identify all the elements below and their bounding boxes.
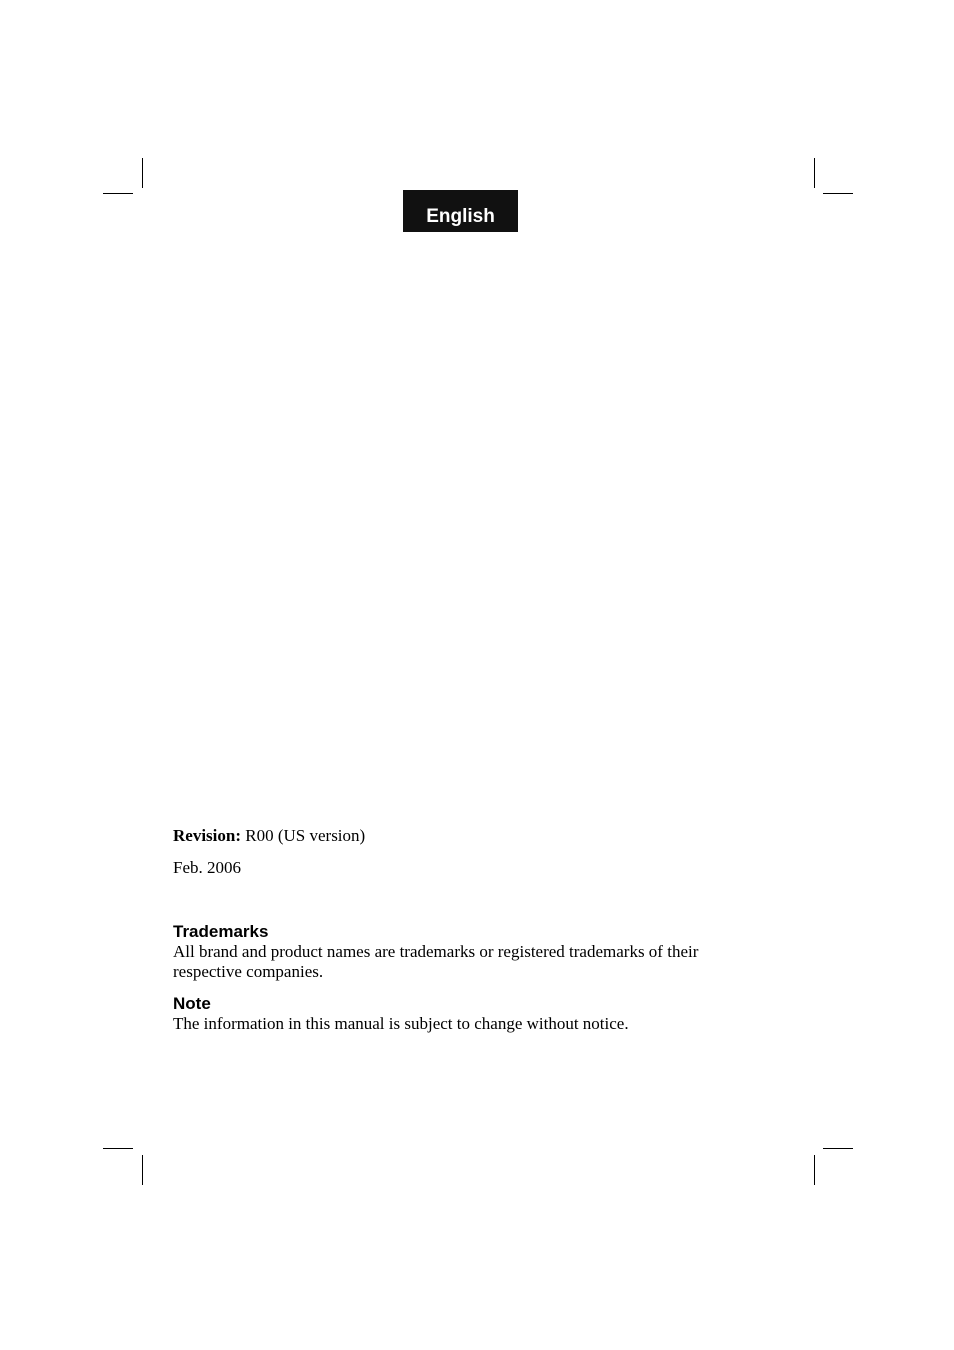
language-tab: English bbox=[403, 190, 518, 232]
revision-value: R00 (US version) bbox=[241, 826, 366, 845]
crop-mark-top-left-vertical bbox=[142, 158, 143, 188]
crop-mark-bottom-right-vertical bbox=[814, 1155, 815, 1185]
crop-mark-bottom-left-vertical bbox=[142, 1155, 143, 1185]
note-text: The information in this manual is subject to change without notice. bbox=[173, 1014, 629, 1033]
trademarks-section bbox=[173, 922, 773, 982]
crop-mark-top-left-horizontal bbox=[103, 193, 133, 194]
trademarks-heading: Trademarks bbox=[173, 922, 269, 941]
revision-label: Revision: bbox=[173, 826, 241, 845]
trademarks-text-line-2: respective companies. bbox=[173, 962, 324, 981]
crop-mark-top-right-vertical bbox=[814, 158, 815, 188]
crop-mark-bottom-right-horizontal bbox=[823, 1148, 853, 1149]
crop-mark-bottom-left-horizontal bbox=[103, 1148, 133, 1149]
revision-date: Feb. 2006 bbox=[173, 858, 241, 877]
trademarks-text-line-1: All brand and product names are trademarks or registered trademarks of their bbox=[173, 942, 699, 961]
revision-line bbox=[173, 826, 773, 846]
crop-mark-top-right-horizontal bbox=[823, 193, 853, 194]
note-heading: Note bbox=[173, 994, 211, 1013]
note-section bbox=[173, 994, 773, 1034]
